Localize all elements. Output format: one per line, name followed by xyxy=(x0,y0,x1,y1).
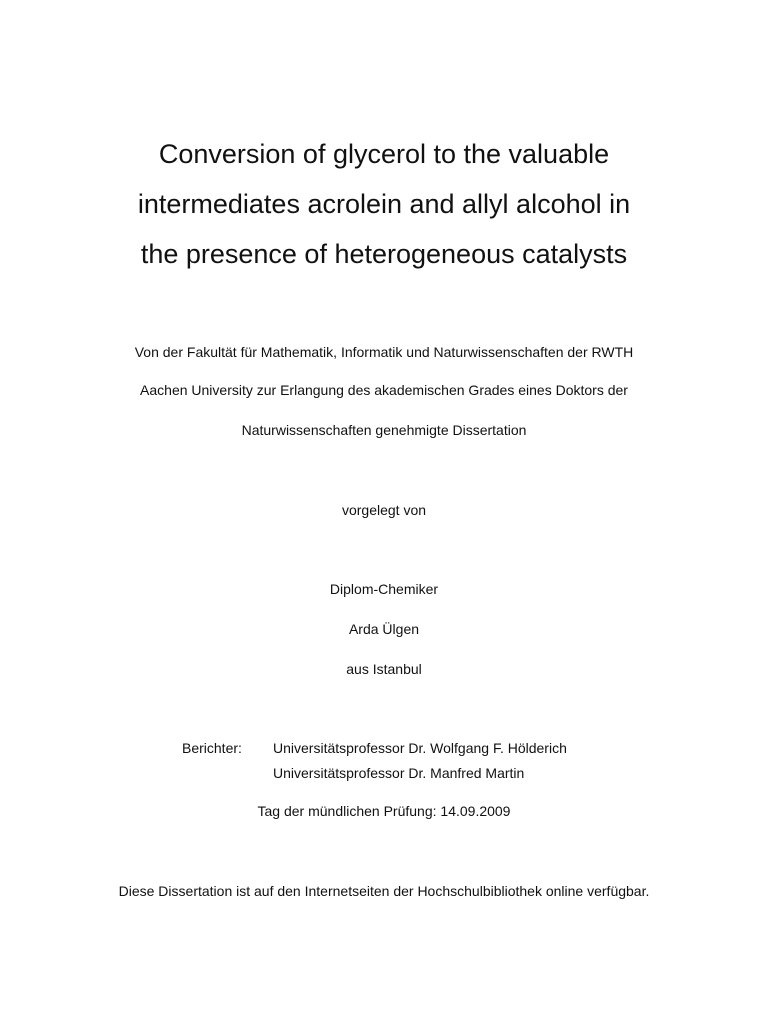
author-origin: aus Istanbul xyxy=(346,661,422,677)
thesis-title-line-3: the presence of heterogeneous catalysts xyxy=(140,239,628,269)
thesis-title-line-2: intermediates acrolein and allyl alcohol in xyxy=(137,189,631,219)
referee-1: Universitätsprofessor Dr. Wolfgang F. Hölderich xyxy=(273,740,567,756)
faculty-line-1: Von der Fakultät für Mathematik, Informatik und Naturwissenschaften der RWTH xyxy=(134,344,634,360)
online-availability-note: Diese Dissertation ist auf den Internetseiten der Hochschulbibliothek online verfügbar. xyxy=(118,883,650,899)
faculty-line-2: Aachen University zur Erlangung des akademischen Grades eines Doktors der xyxy=(140,382,628,398)
submitted-by-label: vorgelegt von xyxy=(341,502,427,518)
exam-date: Tag der mündlichen Prüfung: 14.09.2009 xyxy=(257,803,511,819)
faculty-line-3: Naturwissenschaften genehmigte Dissertation xyxy=(241,422,527,438)
author-degree: Diplom-Chemiker xyxy=(329,581,439,597)
author-name: Arda Ülgen xyxy=(348,621,420,637)
referees-label: Berichter: xyxy=(182,740,242,756)
referee-2: Universitätsprofessor Dr. Manfred Martin xyxy=(273,765,525,781)
thesis-title-line-1: Conversion of glycerol to the valuable xyxy=(158,139,610,169)
